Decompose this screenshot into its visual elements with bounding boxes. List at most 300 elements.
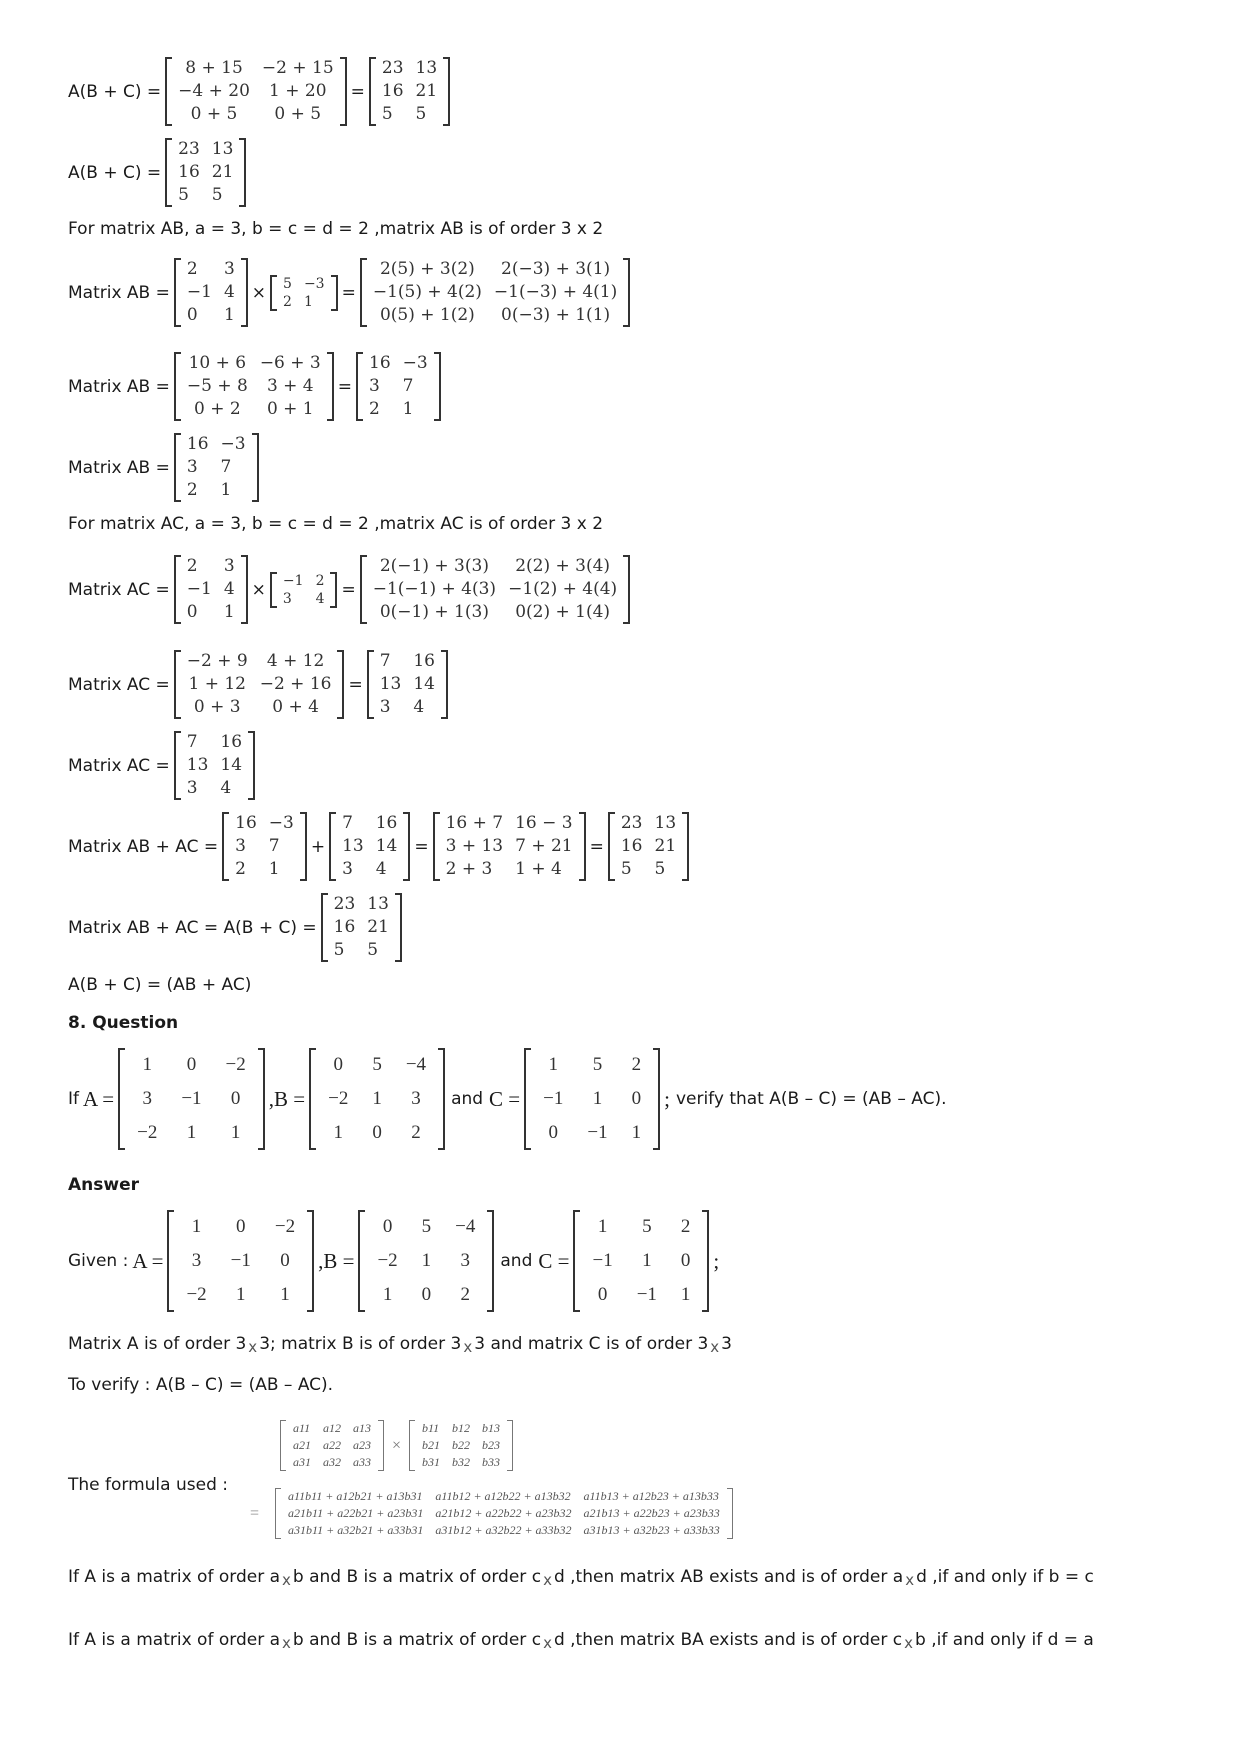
matrix-label-c: C = xyxy=(489,1086,521,1111)
matrix-cell: −2 + 16 xyxy=(259,674,332,694)
matrix-cell: 7 xyxy=(402,376,414,396)
matrix xyxy=(174,258,248,327)
matrix-cell: b31 xyxy=(422,1455,441,1469)
matrix-cell: a11b13 + a12b23 + a13b33 xyxy=(583,1489,719,1503)
matrix-cell: 0 + 3 xyxy=(193,697,241,717)
times-icon: x xyxy=(710,1338,720,1356)
matrix-cell: 16 − 3 xyxy=(515,813,573,833)
matrix-cell: 13 xyxy=(367,894,389,914)
matrix-b xyxy=(358,1210,494,1312)
matrix-cell: 0 xyxy=(236,1216,246,1237)
rule-ab-text xyxy=(68,1565,1168,1593)
matrix-cell: 1 xyxy=(280,1284,290,1305)
equation-label: Matrix AB = xyxy=(68,457,170,478)
matrix-c xyxy=(524,1048,660,1150)
matrix-cell: −1 xyxy=(587,1122,608,1143)
question-statement xyxy=(68,1048,947,1150)
equation-label: Matrix AC = xyxy=(68,755,170,776)
matrix-cell: −1 xyxy=(230,1250,251,1271)
matrix-cell: 16 xyxy=(369,353,391,373)
matrix xyxy=(174,352,334,421)
ac-order-text: For matrix AC, a = 3, b = c = d = 2 ,matrix AC is of order 3 x 2 xyxy=(68,514,604,534)
equation-ac-step2 xyxy=(68,650,448,719)
matrix-cell: 1 xyxy=(333,1122,343,1143)
matrix-cell: 1 xyxy=(223,305,235,325)
text-part: d ,then matrix AB exists and is of order a xyxy=(553,1567,904,1587)
and-text: and xyxy=(500,1251,533,1271)
matrix-cell: b13 xyxy=(482,1421,501,1435)
matrix-cell: 0 + 5 xyxy=(190,104,238,124)
matrix-cell: 0(−1) + 1(3) xyxy=(379,602,489,622)
matrix-cell: 0 + 2 xyxy=(194,399,241,419)
matrix-cell: 4 xyxy=(413,697,425,717)
matrix-cell: b32 xyxy=(452,1455,471,1469)
matrix-cell: 13 xyxy=(415,58,438,78)
formula-matrix-a xyxy=(280,1420,384,1471)
text-part: 3 and matrix C is of order 3 xyxy=(474,1334,709,1354)
equation-ac-result xyxy=(68,731,255,800)
matrix-cell: a21b12 + a22b22 + a23b32 xyxy=(435,1506,572,1520)
matrix-cell: −4 xyxy=(405,1054,427,1075)
matrix xyxy=(369,57,450,126)
text-part: 3; matrix B is of order 3 xyxy=(259,1334,462,1354)
matrix-cell: 5 xyxy=(654,859,666,879)
matrix-cell: 5 xyxy=(283,275,292,292)
matrix-cell: a32 xyxy=(323,1455,341,1469)
matrix-cell: 2 xyxy=(186,259,198,279)
matrix-cell: 21 xyxy=(415,81,438,101)
equals-sign: = xyxy=(350,81,365,102)
times-icon: x xyxy=(282,1571,291,1589)
matrix-cell: 2 xyxy=(631,1054,642,1075)
equation-label: Matrix AC = xyxy=(68,579,170,600)
matrix-cell: b33 xyxy=(482,1455,501,1469)
matrix-cell: 1 xyxy=(592,1088,603,1109)
matrix-cell: −1 xyxy=(592,1250,613,1271)
matrix-cell: a31 xyxy=(293,1455,311,1469)
matrix-cell: 1 + 20 xyxy=(269,81,327,101)
matrix-cell: 13 xyxy=(342,836,364,856)
equation-ab-plus-ac-result xyxy=(68,893,402,962)
matrix-cell: −1 xyxy=(181,1088,202,1109)
matrix-cell: −5 + 8 xyxy=(186,376,248,396)
matrix-cell: 3 xyxy=(223,556,235,576)
matrix-cell: 2 xyxy=(315,572,325,589)
matrix xyxy=(222,812,307,881)
matrix-cell: 16 xyxy=(178,162,200,182)
matrix-cell: 10 + 6 xyxy=(188,353,247,373)
matrix-cell: 1 + 12 xyxy=(188,674,246,694)
matrix-cell: 21 xyxy=(367,917,389,937)
matrix xyxy=(360,258,630,327)
matrix-cell: b12 xyxy=(452,1421,471,1435)
matrix-cell: 2(2) + 3(4) xyxy=(515,556,611,576)
question-heading: 8. Question xyxy=(68,1013,179,1033)
formula-result-matrix xyxy=(250,1488,733,1539)
equation-label: Matrix AB + AC = xyxy=(68,836,219,857)
matrix-cell: a23 xyxy=(353,1438,371,1452)
equals-sign: = xyxy=(250,1504,260,1522)
text-part: d ,then matrix BA exists and is of order c xyxy=(553,1630,903,1650)
matrix-cell: 7 xyxy=(186,732,198,752)
matrix-cell: 4 xyxy=(223,282,235,302)
matrix-cell: 13 xyxy=(379,674,402,694)
matrix-cell: 0 xyxy=(421,1284,432,1305)
text-part: d ,if and only if b = c xyxy=(916,1567,1094,1587)
matrix-cell: −2 xyxy=(225,1054,246,1075)
equation-ab-step1 xyxy=(68,258,630,327)
matrix-cell: −1 xyxy=(636,1284,657,1305)
matrix-cell: b23 xyxy=(482,1438,501,1452)
matrix-cell: a22 xyxy=(323,1438,341,1452)
matrix xyxy=(360,555,630,624)
times-icon: x xyxy=(248,1338,258,1356)
matrix-cell: 3 + 4 xyxy=(266,376,314,396)
given-statement xyxy=(68,1210,719,1312)
matrix-cell: 0(2) + 1(4) xyxy=(515,602,611,622)
matrix-cell: a11b12 + a12b22 + a13b32 xyxy=(435,1489,571,1503)
matrix-cell: 3 xyxy=(411,1088,421,1109)
equation-label: Matrix AB = xyxy=(68,376,170,397)
ab-order-text: For matrix AB, a = 3, b = c = d = 2 ,matrix AB is of order 3 x 2 xyxy=(68,219,604,239)
text-part: If A is a matrix of order a xyxy=(68,1630,281,1650)
matrix-label-b: ,B = xyxy=(268,1086,306,1111)
equals-sign: = xyxy=(348,674,363,695)
matrix-a xyxy=(167,1210,314,1312)
matrix-cell: 16 + 7 xyxy=(445,813,504,833)
matrix-cell: 3 xyxy=(191,1250,202,1271)
matrix-cell: a11 xyxy=(293,1421,311,1435)
question-suffix: verify that A(B – C) = (AB – AC). xyxy=(675,1089,947,1109)
matrix-cell: 5 xyxy=(620,859,632,879)
to-verify-text: To verify : A(B – C) = (AB – AC). xyxy=(68,1375,334,1395)
matrix-cell: 16 xyxy=(235,813,257,833)
matrix-cell: −4 + 20 xyxy=(178,81,250,101)
matrix-cell: 3 xyxy=(235,836,246,856)
and-text: and xyxy=(451,1089,484,1109)
matrix-cell: 0 xyxy=(372,1122,382,1143)
matrix-cell: 4 xyxy=(223,579,235,599)
formula-matrix-b xyxy=(409,1420,513,1471)
formula-result xyxy=(275,1488,733,1539)
matrix-cell: −1 xyxy=(186,282,212,302)
matrix-cell: 5 xyxy=(178,185,189,205)
matrix-cell: b22 xyxy=(452,1438,471,1452)
text-part: b ,if and only if d = a xyxy=(915,1630,1094,1650)
matrix-cell: 3 xyxy=(186,457,198,477)
question-prefix: If xyxy=(68,1089,79,1109)
matrix-cell: 1 xyxy=(223,602,235,622)
times-icon: x xyxy=(543,1571,552,1589)
text-part: b and B is a matrix of order c xyxy=(292,1567,542,1587)
times-sign: × xyxy=(392,1436,402,1454)
matrix-cell: −4 xyxy=(455,1216,476,1237)
matrix-cell: 23 xyxy=(333,894,356,914)
matrix-cell: 1 xyxy=(268,859,280,879)
formula-product-matrices xyxy=(280,1420,513,1471)
matrix-cell: 7 xyxy=(268,836,280,856)
times-icon: x xyxy=(463,1338,473,1356)
matrix-cell: 1 xyxy=(372,1088,382,1109)
times-icon: x xyxy=(905,1571,915,1589)
matrix-cell: 3 + 13 xyxy=(445,836,504,856)
matrix-cell: 1 xyxy=(142,1054,152,1075)
matrix-cell: 3 xyxy=(460,1250,471,1271)
matrix-cell: 16 xyxy=(333,917,356,937)
matrix xyxy=(174,650,345,719)
given-prefix: Given : xyxy=(68,1251,129,1271)
matrix-cell: 1 xyxy=(402,399,414,419)
matrix-cell: a12 xyxy=(323,1421,341,1435)
matrix-cell: a21b13 + a22b23 + a23b33 xyxy=(583,1506,720,1520)
matrix-cell: a11b11 + a12b21 + a13b31 xyxy=(288,1489,423,1503)
matrix-cell: 2 xyxy=(186,480,198,500)
matrix-cell: 1 xyxy=(382,1284,393,1305)
matrix-label-a: A = xyxy=(83,1086,115,1111)
matrix-cell: 3 xyxy=(223,259,235,279)
matrix-cell: a33 xyxy=(353,1455,371,1469)
matrix-cell: 2 xyxy=(235,859,246,879)
matrix-cell: a31b11 + a32b21 + a33b31 xyxy=(288,1523,424,1537)
matrix xyxy=(165,138,246,207)
matrix-cell: 0 + 4 xyxy=(272,697,319,717)
matrix-cell: 5 xyxy=(642,1216,652,1237)
matrix-cell: a13 xyxy=(353,1421,371,1435)
equation-a-b-plus-c-result xyxy=(68,138,246,207)
text-part: Matrix A is of order 3 xyxy=(68,1334,247,1354)
matrix-cell: −3 xyxy=(268,813,294,833)
semicolon: ; xyxy=(664,1086,670,1111)
matrix-cell: 2 xyxy=(680,1216,691,1237)
matrix xyxy=(433,812,586,881)
matrix-cell: 16 xyxy=(375,813,398,833)
matrix-cell: 0(−3) + 1(1) xyxy=(501,305,611,325)
matrix-cell: 5 xyxy=(415,104,427,124)
matrix-cell: 0 + 5 xyxy=(274,104,322,124)
matrix-cell: −1 xyxy=(282,572,304,589)
matrix-cell: 0 + 1 xyxy=(266,399,314,419)
matrix xyxy=(321,893,402,962)
matrix-cell: −2 + 15 xyxy=(261,58,334,78)
matrix-cell: 5 xyxy=(367,940,379,960)
matrix-cell: 5 xyxy=(381,104,393,124)
matrix-order-text xyxy=(68,1334,732,1356)
matrix-cell: 5 xyxy=(421,1216,432,1237)
matrix xyxy=(270,572,338,608)
equation-ab-result xyxy=(68,433,259,502)
times-sign: × xyxy=(251,282,267,303)
matrix-cell: a31b13 + a32b23 + a33b33 xyxy=(583,1523,720,1537)
times-icon: x xyxy=(543,1634,552,1652)
equation-label: A(B + C) = xyxy=(68,81,162,102)
matrix-cell: 23 xyxy=(620,813,643,833)
matrix-cell: 5 xyxy=(372,1054,382,1075)
matrix-cell: 1 xyxy=(186,1122,197,1143)
equals-sign: = xyxy=(589,836,604,857)
matrix-cell: 2(−3) + 3(1) xyxy=(501,259,611,279)
matrix-cell: 2(5) + 3(2) xyxy=(379,259,475,279)
matrix-cell: 5 xyxy=(592,1054,603,1075)
matrix-cell: 3 xyxy=(186,778,198,798)
matrix-cell: 1 xyxy=(220,480,232,500)
matrix-cell: 0 xyxy=(186,305,198,325)
matrix-cell: 0 xyxy=(548,1122,559,1143)
equation-label: Matrix AB = xyxy=(68,282,170,303)
matrix-cell: 4 xyxy=(375,859,387,879)
matrix-cell: 1 xyxy=(230,1122,241,1143)
times-icon: x xyxy=(904,1634,914,1652)
matrix-c xyxy=(573,1210,709,1312)
matrix-cell: 23 xyxy=(381,58,404,78)
matrix-cell: 3 xyxy=(379,697,391,717)
matrix-cell: 4 + 12 xyxy=(266,651,325,671)
equation-ab-step2 xyxy=(68,352,441,421)
equation-ab-plus-ac-step xyxy=(68,812,689,881)
matrix-cell: 2 xyxy=(460,1284,471,1305)
matrix-cell: −3 xyxy=(402,353,428,373)
matrix-cell: −2 xyxy=(186,1284,207,1305)
matrix-cell: 5 xyxy=(333,940,345,960)
equation-label: Matrix AB + AC = A(B + C) = xyxy=(68,917,317,938)
matrix-cell: −1(−1) + 4(3) xyxy=(372,579,497,599)
matrix-cell: −1(2) + 4(4) xyxy=(508,579,618,599)
matrix-cell: −2 xyxy=(137,1122,158,1143)
matrix-cell: 3 xyxy=(369,376,380,396)
matrix-cell: −3 xyxy=(220,434,246,454)
matrix-cell: b11 xyxy=(422,1421,440,1435)
matrix-cell: 0 xyxy=(382,1216,393,1237)
matrix-cell: 0 xyxy=(280,1250,290,1271)
semicolon: ; xyxy=(713,1248,720,1273)
matrix-cell: 14 xyxy=(413,674,435,694)
matrix xyxy=(174,731,255,800)
matrix-cell: 3 xyxy=(142,1088,152,1109)
matrix xyxy=(174,433,259,502)
equals-sign: = xyxy=(341,282,356,303)
matrix-cell: 3 xyxy=(342,859,353,879)
matrix-cell: a21 xyxy=(293,1438,311,1452)
matrix xyxy=(356,352,441,421)
matrix-label-a: A = xyxy=(132,1248,164,1273)
matrix-cell: b21 xyxy=(422,1438,441,1452)
matrix-cell: a31b12 + a32b22 + a33b32 xyxy=(435,1523,572,1537)
matrix-cell: 1 xyxy=(236,1284,246,1305)
matrix-cell: 2 + 3 xyxy=(445,859,493,879)
matrix-cell: 5 xyxy=(211,185,223,205)
matrix-cell: −2 xyxy=(328,1088,349,1109)
matrix-b xyxy=(309,1048,445,1150)
matrix-cell: −1(5) + 4(2) xyxy=(372,282,482,302)
matrix-cell: 13 xyxy=(211,139,234,159)
matrix-cell: 21 xyxy=(654,836,677,856)
plus-sign: + xyxy=(310,836,326,857)
matrix-cell: 16 xyxy=(413,651,435,671)
matrix-cell: −2 xyxy=(377,1250,398,1271)
matrix xyxy=(270,275,338,311)
conclusion-text: A(B + C) = (AB + AC) xyxy=(68,975,252,995)
matrix-cell: 0(5) + 1(2) xyxy=(379,305,475,325)
text-part: If A is a matrix of order a xyxy=(68,1567,281,1587)
matrix-cell: 4 xyxy=(220,778,232,798)
matrix-a xyxy=(118,1048,265,1150)
times-sign: × xyxy=(251,579,266,600)
equation-label: A(B + C) = xyxy=(68,162,162,183)
matrix-cell: −6 + 3 xyxy=(259,353,321,373)
matrix-cell: 1 xyxy=(680,1284,691,1305)
matrix-cell: 16 xyxy=(381,81,404,101)
matrix-cell: −1 xyxy=(543,1088,564,1109)
equation-ac-step1 xyxy=(68,555,630,624)
matrix-cell: 7 + 21 xyxy=(515,836,573,856)
matrix-cell: 16 xyxy=(620,836,643,856)
rule-ba-text xyxy=(68,1628,1168,1656)
matrix-cell: 7 xyxy=(220,457,232,477)
matrix-cell: 2 xyxy=(411,1122,421,1143)
matrix xyxy=(329,812,410,881)
matrix-cell: −1(−3) + 4(1) xyxy=(493,282,618,302)
answer-heading: Answer xyxy=(68,1175,139,1195)
matrix-cell: 13 xyxy=(654,813,677,833)
matrix-cell: 1 xyxy=(597,1216,608,1237)
matrix-cell: a21b11 + a22b21 + a23b31 xyxy=(288,1506,424,1520)
matrix xyxy=(174,555,248,624)
matrix-cell: 13 xyxy=(186,755,209,775)
matrix-label-c: C = xyxy=(538,1248,570,1273)
matrix xyxy=(165,57,347,126)
matrix-cell: 4 xyxy=(315,590,325,607)
matrix-cell: 0 xyxy=(333,1054,343,1075)
equation-a-b-plus-c-step xyxy=(68,57,450,126)
matrix-cell: 0 xyxy=(186,1054,197,1075)
equals-sign: = xyxy=(414,836,429,857)
matrix-cell: 1 + 4 xyxy=(515,859,562,879)
times-icon: x xyxy=(282,1634,291,1652)
matrix-cell: 8 + 15 xyxy=(185,58,243,78)
matrix-cell: 3 xyxy=(282,590,292,607)
matrix-cell: 1 xyxy=(631,1122,642,1143)
matrix-cell: 16 xyxy=(220,732,243,752)
matrix-cell: −2 xyxy=(274,1216,296,1237)
matrix-cell: 23 xyxy=(178,139,200,159)
matrix-cell: 0 xyxy=(680,1250,691,1271)
text-part: 3 xyxy=(721,1334,732,1354)
matrix xyxy=(608,812,689,881)
matrix-cell: 2 xyxy=(186,556,198,576)
matrix-cell: −2 + 9 xyxy=(186,651,248,671)
matrix-cell: 1 xyxy=(421,1250,432,1271)
matrix-cell: −1 xyxy=(186,579,212,599)
text-part: b and B is a matrix of order c xyxy=(292,1630,542,1650)
matrix-cell: 1 xyxy=(642,1250,652,1271)
matrix-cell: 2(−1) + 3(3) xyxy=(379,556,489,576)
matrix-label-b: ,B = xyxy=(318,1248,355,1273)
matrix-cell: 0 xyxy=(186,602,198,622)
matrix-cell: 1 xyxy=(548,1054,559,1075)
matrix-cell: 2 xyxy=(283,293,292,310)
matrix-cell: 0 xyxy=(230,1088,241,1109)
matrix-cell: −3 xyxy=(303,275,325,292)
equation-label: Matrix AC = xyxy=(68,674,170,695)
formula-label: The formula used : xyxy=(68,1475,228,1495)
matrix-cell: 21 xyxy=(211,162,234,182)
equals-sign: = xyxy=(341,579,356,600)
matrix-cell: 1 xyxy=(303,293,313,310)
matrix xyxy=(367,650,448,719)
matrix-cell: 0 xyxy=(631,1088,642,1109)
matrix-cell: 1 xyxy=(191,1216,202,1237)
matrix-cell: 14 xyxy=(220,755,243,775)
matrix-cell: 16 xyxy=(186,434,209,454)
